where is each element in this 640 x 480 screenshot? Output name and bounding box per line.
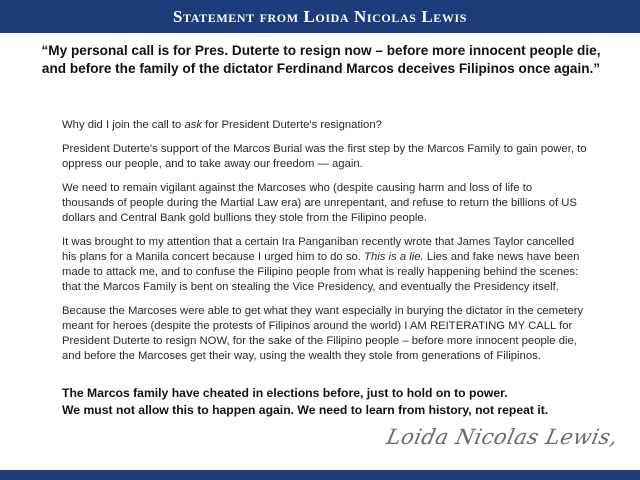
paragraph-line: that the Marcos Family is bent on stealing the Vice Presidency, and eventually the Presidency itself.: [62, 281, 559, 293]
paragraph-line: [62, 250, 622, 265]
emphasis-text: ask: [184, 119, 203, 131]
paragraph-5: [62, 304, 622, 364]
page-title: Statement from Loida Nicolas Lewis: [172, 6, 468, 26]
paragraph-2: [62, 142, 622, 172]
handwritten-signature: Loida Nicolas Lewis,: [384, 425, 621, 449]
pull-quote: [10, 42, 632, 78]
paragraph-4: [62, 235, 622, 295]
paragraph-line: and before the Marcoses get their way, using the wealth they stole from generations of Filipinos.: [62, 350, 541, 362]
closing-line: We must not allow this to happen again. We need to learn from history, not repeat it.: [62, 403, 549, 417]
closing-line: The Marcos family have cheated in elections before, just to hold on to power.: [62, 386, 508, 400]
quote-line: and before the family of the dictator Ferdinand Marcos deceives Filipinos once again.”: [41, 61, 601, 76]
paragraph-line: It was brought to my attention that a certain Ira Panganiban recently wrote that James Taylor cancelled: [62, 236, 575, 248]
text-run: his plans for a Manila concert because I urged him to do so.: [62, 251, 365, 263]
paragraph-line: thousands of people during the Martial Law era) are unrepentant, and refuse to return the billions of US: [62, 197, 577, 209]
paragraph-line: President Duterte's support of the Marcos Burial was the first step by the Marcos Family to gain power, to: [62, 143, 587, 155]
emphasis-text: This is a lie.: [364, 251, 424, 263]
paragraph-line: Because the Marcoses were able to get what they want especially in burying the dictator in the cemetery: [62, 305, 584, 317]
text-run: Lies and fake news have been: [423, 251, 580, 263]
text-run: Why did I join the call to: [62, 119, 185, 131]
paragraph-line: President Duterte to resign NOW, for the sake of the Filipino people – before more innocent people die,: [62, 335, 577, 347]
paragraph-1: [62, 118, 622, 133]
statement-body: [62, 118, 622, 373]
footer-bar: [0, 470, 640, 480]
quote-line: “My personal call is for Pres. Duterte to resign now – before more innocent people die,: [41, 43, 601, 58]
paragraph-line: made to attack me, and to confuse the Filipino people from what is really happening behind the scenes:: [62, 266, 579, 278]
paragraph-line: oppress our people, and to take away our freedom — again.: [62, 158, 363, 170]
paragraph-line: dollars and Central Bank gold bullions they stole from the Filipino people.: [62, 212, 427, 224]
paragraph-line: [62, 118, 622, 133]
text-run: for President Duterte's resignation?: [202, 119, 382, 131]
paragraph-line: meant for heroes (despite the protests of Filipinos around the world) I AM REITERATING MY CALL for: [62, 320, 573, 332]
paragraph-3: [62, 181, 622, 226]
closing-statement: [62, 385, 622, 419]
paragraph-line: We need to remain vigilant against the Marcoses who (despite causing harm and loss of life to: [62, 182, 533, 194]
header-banner: [0, 0, 640, 33]
